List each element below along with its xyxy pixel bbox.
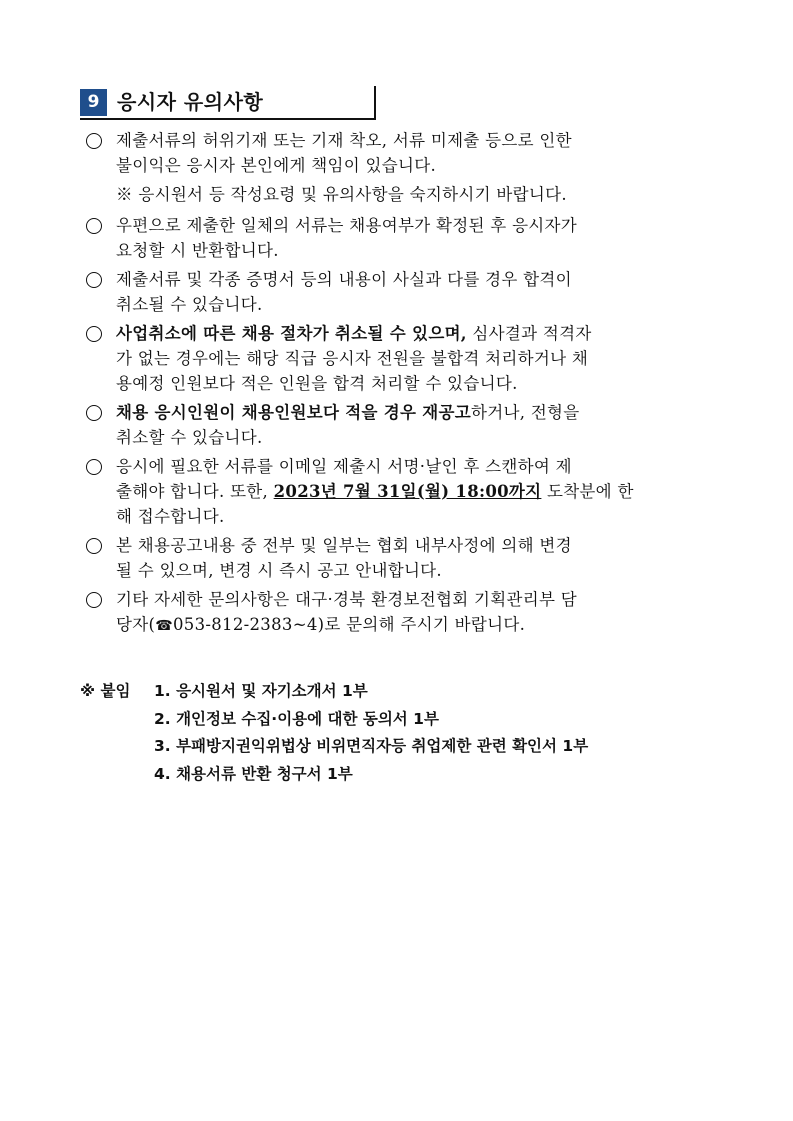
circle-bullet-icon (86, 272, 102, 288)
notice-item (86, 400, 726, 450)
notice-text: 우편으로 제출한 일체의 서류는 채용여부가 확정된 후 응시자가 (116, 216, 578, 235)
notice-text: 가 없는 경우에는 해당 직급 응시자 전원을 불합격 처리하거나 채 (116, 349, 589, 368)
bold-text: 사업취소에 따른 채용 절차가 취소될 수 있으며, (116, 324, 467, 343)
circle-bullet-icon (86, 538, 102, 554)
circle-bullet-icon (86, 326, 102, 342)
notice-text: 용예정 인원보다 적은 인원을 합격 처리할 수 있습니다. (116, 374, 518, 393)
notice-item (86, 267, 726, 317)
notice-item (86, 454, 726, 529)
notice-line (116, 321, 726, 346)
circle-bullet-icon (86, 459, 102, 475)
phone-icon: ☎ (155, 618, 173, 634)
notice-subnote: ※ 응시원서 등 작성요령 및 유의사항을 숙지하시기 바랍니다. (116, 185, 567, 204)
section-header (80, 86, 376, 120)
attachment-item: 1. 응시원서 및 자기소개서 1부 (154, 682, 368, 700)
notice-text: 하거나, 전형을 (471, 403, 580, 422)
attachment-item: 4. 채용서류 반환 청구서 1부 (154, 764, 353, 783)
notice-text: 취소할 수 있습니다. (116, 428, 263, 447)
notice-line (116, 558, 726, 583)
notice-line (116, 238, 726, 263)
notice-item (86, 533, 726, 583)
circle-bullet-icon (86, 405, 102, 421)
circle-bullet-icon (86, 218, 102, 234)
attachment-item: 3. 부패방지권익위법상 비위면직자등 취업제한 관련 확인서 1부 (154, 737, 589, 755)
notice-line (116, 533, 726, 558)
notice-line (116, 371, 726, 396)
notice-text: 출해야 합니다. 또한, (116, 482, 274, 501)
section-number-badge: 9 (80, 89, 107, 116)
notice-line (116, 292, 726, 317)
attachments-label: ※ 붙임 (80, 682, 131, 700)
notice-line (116, 267, 726, 292)
notice-text: 취소될 수 있습니다. (116, 295, 263, 314)
deadline-date: 2023년 7월 31일(월) 18:00까지 (273, 482, 542, 501)
notice-text: 053-812-2383~4)로 문의해 주시기 바랍니다. (172, 615, 526, 634)
notice-line (116, 346, 726, 371)
notice-item (86, 587, 726, 639)
notice-item (86, 213, 726, 263)
notice-line (116, 612, 726, 639)
notice-line (116, 425, 726, 450)
header-right-bar (374, 86, 376, 120)
notice-item (86, 128, 726, 178)
notice-line (116, 454, 726, 479)
notice-line (116, 504, 726, 529)
notice-line (116, 479, 726, 504)
notice-item (86, 321, 726, 396)
bold-text: 채용 응시인원이 채용인원보다 적을 경우 재공고 (116, 403, 472, 422)
notice-text: 될 수 있으며, 변경 시 즉시 공고 안내합니다. (116, 561, 442, 580)
notice-line (116, 587, 726, 612)
circle-bullet-icon (86, 592, 102, 608)
notice-line (116, 153, 726, 178)
attachments-list (154, 678, 588, 788)
attachment-item: 2. 개인정보 수집·이용에 대한 동의서 1부 (154, 709, 439, 728)
circle-bullet-icon (86, 133, 102, 149)
notice-text: 요청할 시 반환합니다. (116, 241, 279, 260)
notice-text: 해 접수합니다. (116, 507, 225, 526)
notice-text: 도착분에 한 (541, 482, 634, 501)
notice-text: 본 채용공고내용 중 전부 및 일부는 협회 내부사정에 의해 변경 (116, 536, 572, 555)
notice-list (86, 128, 726, 643)
notice-text: 심사결과 적격자 (466, 324, 592, 343)
notice-line (116, 128, 726, 153)
notice-text: 제출서류 및 각종 증명서 등의 내용이 사실과 다를 경우 합격이 (116, 270, 572, 289)
section-title: 응시자 유의사항 (117, 90, 264, 114)
notice-text: 제출서류의 허위기재 또는 기재 착오, 서류 미제출 등으로 인한 (116, 131, 572, 150)
notice-text: 기타 자세한 문의사항은 대구·경북 환경보전협회 기획관리부 담 (116, 590, 578, 609)
notice-text: 응시에 필요한 서류를 이메일 제출시 서명·날인 후 스캔하여 제 (116, 457, 572, 476)
header-underline (80, 118, 376, 120)
notice-line (116, 400, 726, 425)
notice-text: 당자( (116, 615, 156, 634)
notice-line (116, 213, 726, 238)
notice-text: 불이익은 응시자 본인에게 책임이 있습니다. (116, 156, 437, 175)
